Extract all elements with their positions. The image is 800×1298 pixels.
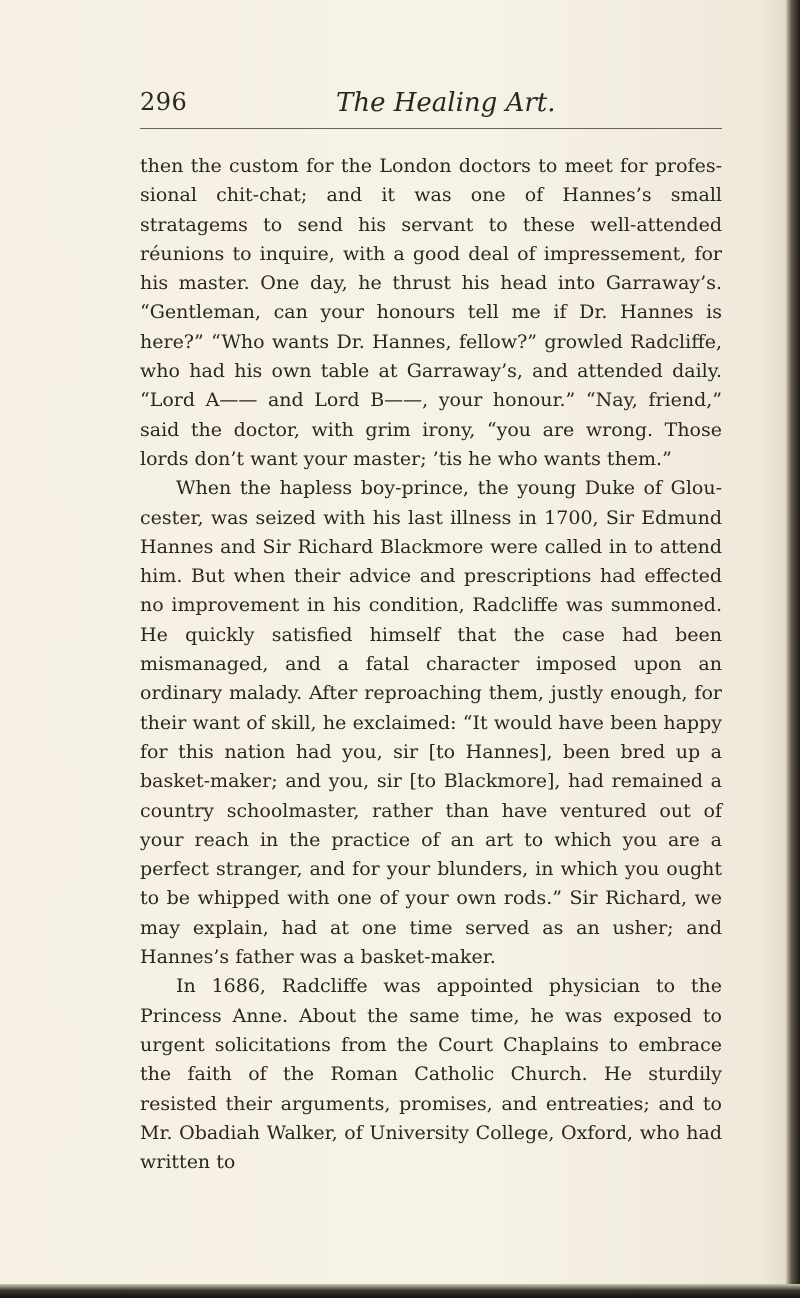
page-edge-shadow-bottom — [0, 1284, 800, 1298]
header-rule — [140, 128, 722, 129]
page-number: 296 — [140, 88, 188, 116]
running-head: The Healing Art. — [336, 88, 556, 118]
paragraph-2: When the hapless boy-prince, the young Duke of Glou-cester, was seized with his last illness in 1700, Sir Edmund Hannes and Sir Richard Blackmore were called in to attend him. But when their advice and prescriptions had effected no improvement in his condition, Radcliffe was summoned. He quickly satisfied himself that the case had been mismanaged, and a fatal character imposed upon an ordinary malady. After reproaching them, justly enough, for their want of skill, he exclaimed: “It would have been happy for this nation had you, sir [to Hannes], been bred up a basket-maker; and you, sir [to Blackmore], had remained a country schoolmaster, rather than have ventured out of your reach in the practice of an art to which you are a perfect stranger, and for your blunders, in which you ought to be whipped with one of your own rods.” Sir Richard, we may explain, had at one time served as an usher; and Hannes’s father was a basket-maker. — [140, 477, 722, 969]
paragraph-1: then the custom for the London doctors to meet for profes-sional chit-chat; and it was one of Hannes’s small stratagems to send his servant to these well-attended réunions to inquire, with a good deal of impressement, for his master. One day, he thrust his head into Garraway’s. “Gentleman, can your honours tell me if Dr. Hannes is here?” “Who wants Dr. Hannes, fellow?” growled Radcliffe, who had his own table at Garraway’s, and attended daily. “Lord A—— and Lord B——, your honour.” “Nay, friend,” said the doctor, with grim irony, “you are wrong. Those lords don’t want your master; ’tis he who wants them.” — [140, 155, 722, 470]
body-text — [140, 152, 722, 1177]
paragraph-3: In 1686, Radcliffe was appointed physician to the Princess Anne. About the same time, he was exposed to urgent solicitations from the Court Chaplains to embrace the faith of the Roman Catholic Church. He sturdily resisted their arguments, promises, and entreaties; and to Mr. Obadiah Walker, of University College, Oxford, who had written to — [140, 975, 722, 1174]
page-edge-shadow-right — [786, 0, 800, 1298]
page-header — [118, 88, 738, 128]
